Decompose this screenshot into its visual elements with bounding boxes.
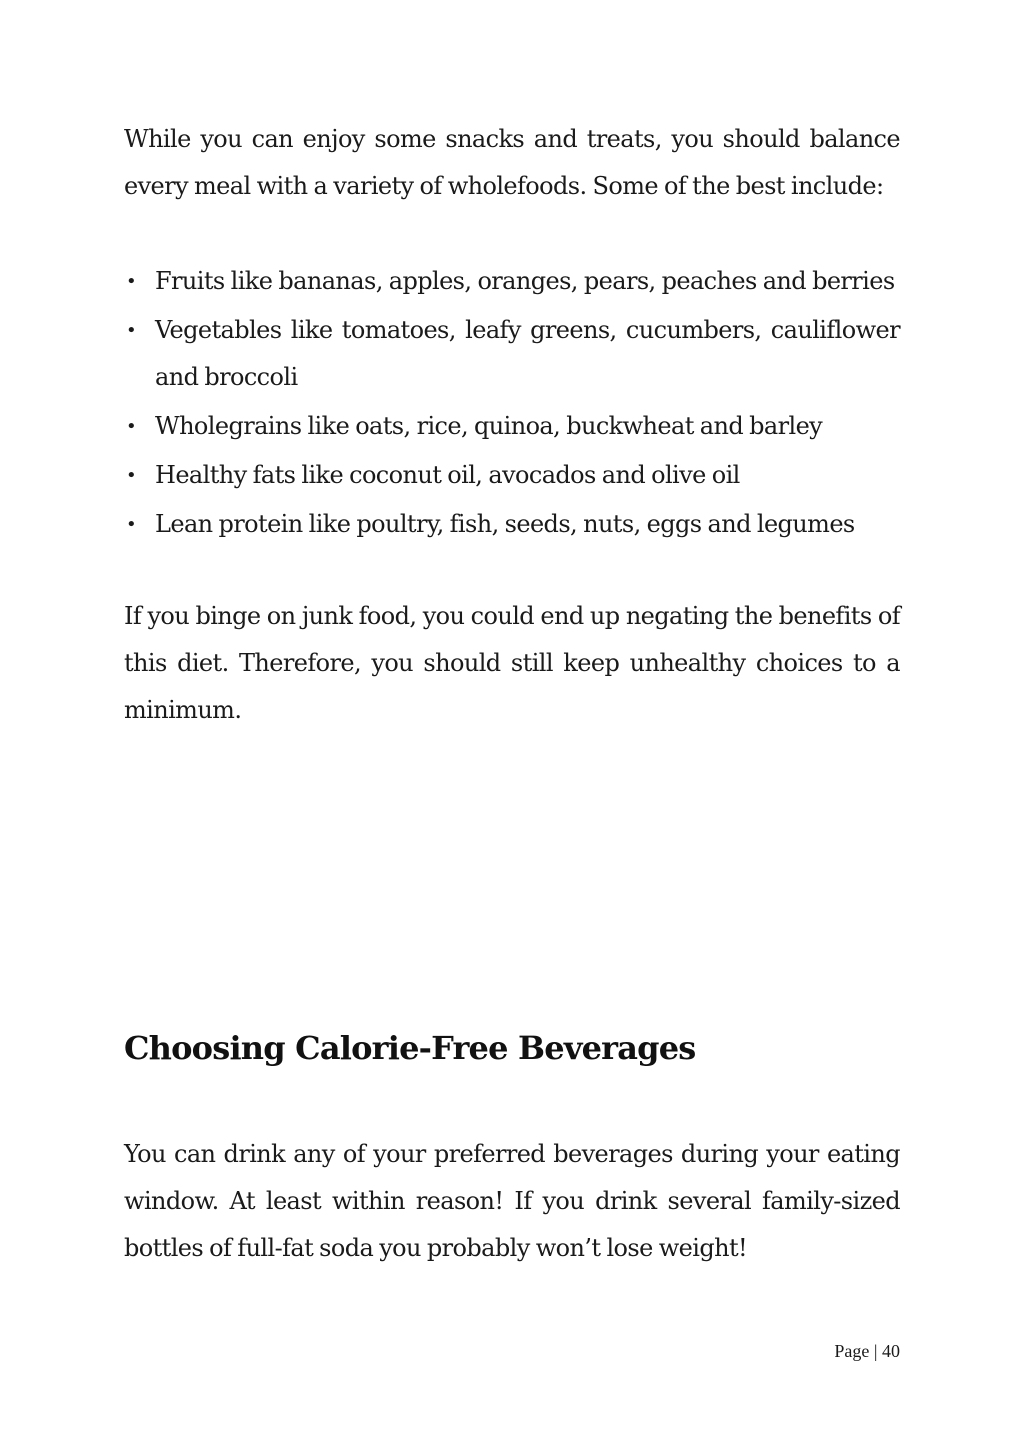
list-item-text: Lean protein like poultry, fish, seeds, nuts, eggs and legumes <box>155 510 855 538</box>
section-heading: Choosing Calorie-Free Beverages <box>124 1029 696 1067</box>
bullet-icon: • <box>126 320 137 341</box>
wholefoods-list <box>124 258 900 548</box>
list-item <box>124 307 900 401</box>
list-item-text: Fruits like bananas, apples, oranges, pears, peaches and berries <box>155 267 895 295</box>
list-item <box>124 452 900 499</box>
list-item-text: Vegetables like tomatoes, leafy greens, cucumbers, cauliflower and broccoli <box>155 316 900 391</box>
page-number: Page | 40 <box>834 1341 900 1361</box>
bullet-icon: • <box>126 465 137 486</box>
list-item <box>124 403 900 450</box>
list-item <box>124 258 900 305</box>
bullet-icon: • <box>126 271 137 292</box>
bullet-icon: • <box>126 416 137 437</box>
list-item-text: Healthy fats like coconut oil, avocados and olive oil <box>155 461 740 489</box>
list-item <box>124 501 900 548</box>
list-item-text: Wholegrains like oats, rice, quinoa, buckwheat and barley <box>155 412 823 440</box>
bullet-icon: • <box>126 514 137 535</box>
beverages-paragraph: You can drink any of your preferred beverages during your eating window. At least within reason! If you drink several family-sized bottles of full-fat soda you probably won’t lose weight! <box>124 1140 900 1262</box>
junk-food-paragraph: If you binge on junk food, you could end up negating the benefits of this diet. Therefore, you should still keep unhealthy choices to a minimum. <box>124 602 900 724</box>
intro-paragraph: While you can enjoy some snacks and treats, you should balance every meal with a variety of wholefoods. Some of the best include: <box>124 125 900 200</box>
document-page <box>124 116 900 734</box>
